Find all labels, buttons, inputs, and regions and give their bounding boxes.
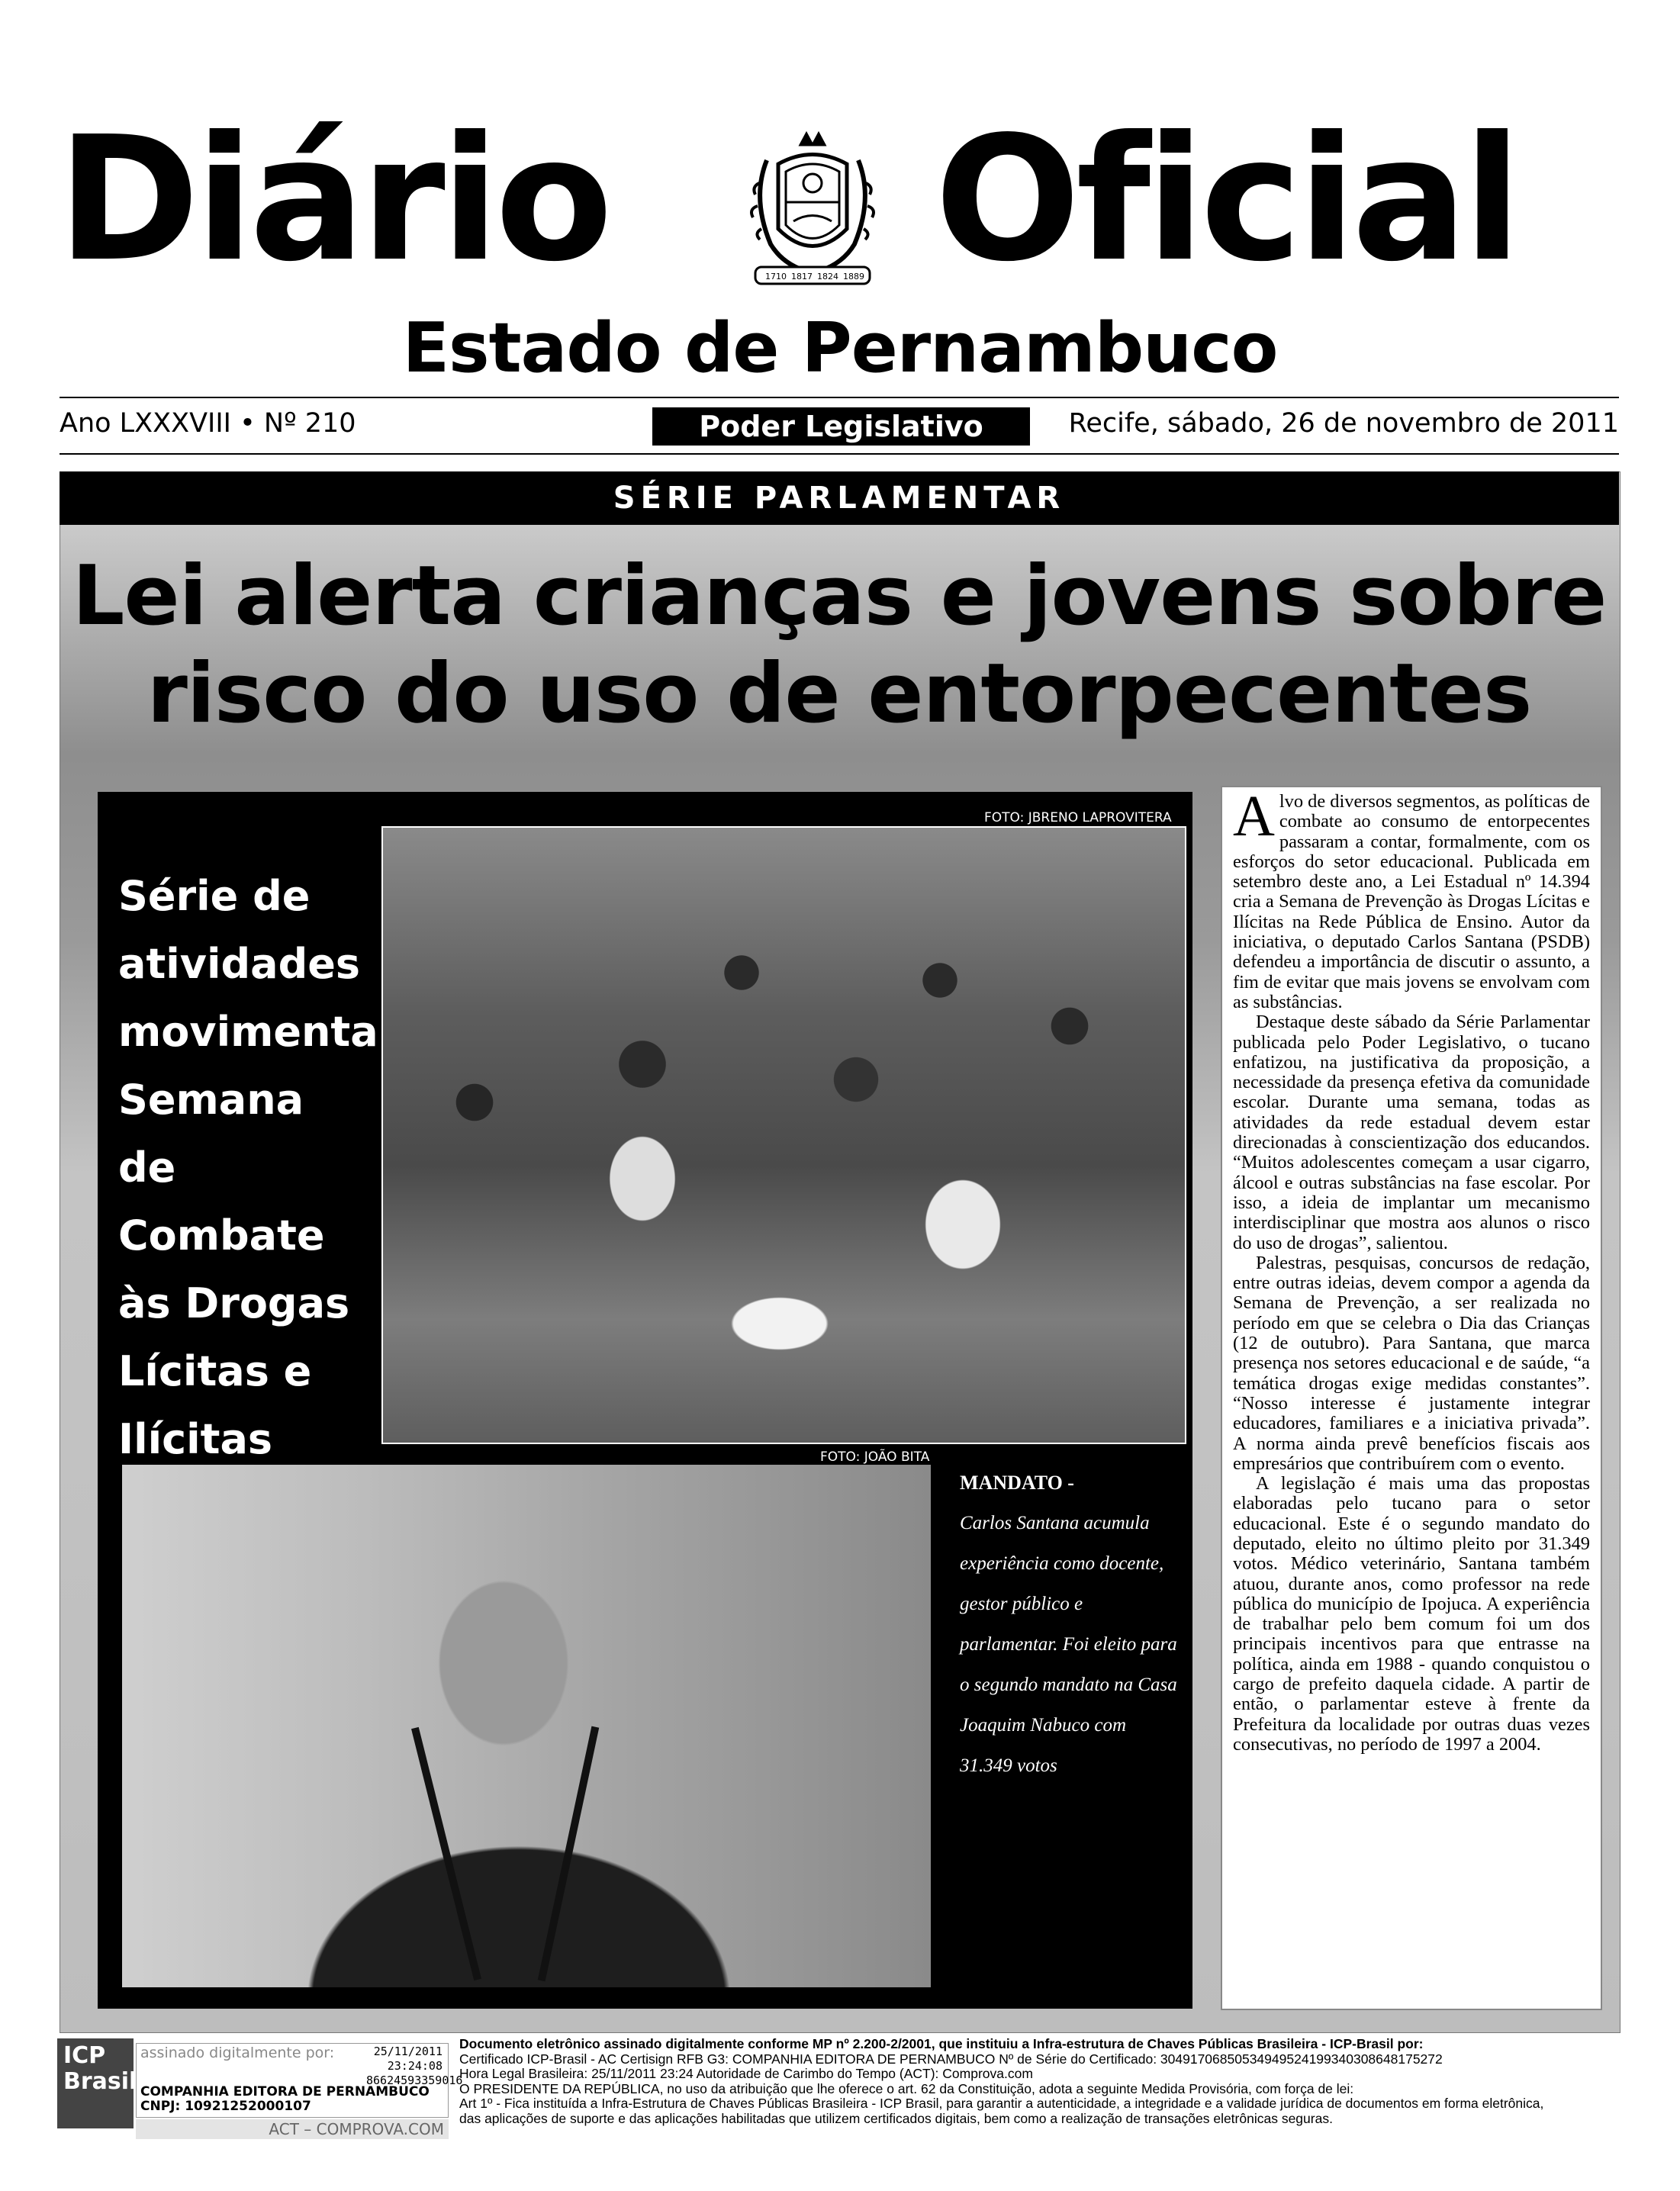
legal-line: Hora Legal Brasileira: 25/11/2011 23:24 Autoridade de Carimbo do Tempo (ACT): Comprova.com: [459, 2066, 1033, 2082]
classroom-children-photo: [381, 826, 1186, 1444]
issue-volume: Ano LXXXVIII • Nº 210: [60, 408, 356, 439]
signed-date: 25/11/2011: [373, 2045, 443, 2058]
photo-credit-classroom: FOTO: JBRENO LAPROVITERA: [984, 810, 1172, 825]
icp-logo-text: ICP Brasil: [63, 2042, 137, 2095]
section-label: Poder Legislativo: [652, 407, 1030, 446]
crest-year-4: 1889: [843, 272, 864, 282]
legal-notice: [459, 2037, 1642, 2127]
crest-year-2: 1817: [791, 272, 813, 282]
signed-label: assinado digitalmente por:: [140, 2045, 335, 2061]
legal-line: das aplicações de suporte e das aplicações habilitadas que utilizem certificados digitais, bem como a realização de transações eletrônicas seguras.: [459, 2110, 1333, 2126]
caption-body: Carlos Santana acumula experiência como docente, gestor público e parlamentar. Foi eleito para o segundo mandato na Casa Joaquim Nabuco com 31.349 votos: [960, 1513, 1177, 1776]
article-paragraph: Palestras, pesquisas, concursos de redação, entre outras ideias, devem compor a agenda da Semana de Prevenção, a ser realizada no período em que se celebra o Dia das Crianças (12 de outubro). Para Santana, que marca presença nos setores educacional e de saúde, “a temática drogas exige medidas constantes”. “Nosso interesse é justamente integrar educadores, familiares e a iniciativa privada”. A norma ainda prevê benefícios fiscais aos empresários que contribuírem com o evento.: [1233, 1252, 1590, 1474]
masthead-subtitle: Estado de Pernambuco: [402, 308, 1278, 388]
photo-credit-deputy: FOTO: JOÃO BITA: [820, 1449, 930, 1465]
icp-brasil-logo: [57, 2038, 137, 2128]
top-rule: [60, 397, 1619, 398]
masthead-title-left: Diário: [57, 100, 609, 300]
photo-caption: [960, 1463, 1181, 1786]
legal-line: O PRESIDENTE DA REPÚBLICA, no uso da atribuição que lhe oferece o art. 62 da Constituição, adota a seguinte Medida Provisória, com força de lei:: [459, 2080, 1354, 2096]
bottom-rule: [60, 453, 1619, 455]
crest-year-3: 1824: [817, 272, 838, 282]
signature-timestamp: [366, 2045, 463, 2088]
article-paragraph: Alvo de diversos segmentos, as políticas de combate ao consumo de entorpecentes passaram a contar, formalmente, com os esforços do setor educacional. Publicada em setembro deste ano, a Lei Estadual nº 14.394 cria a Semana de Prevenção às Drogas Lícitas e Ilícitas na Rede Pública de Ensino. Autor da iniciativa, o deputado Carlos Santana (PSDB) defendeu a importância de discutir o assunto, a fim de evitar que mais jovens se envolvam com as substâncias.: [1233, 786, 1591, 1012]
company-name: COMPANHIA EDITORA DE PERNAMBUCO: [140, 2084, 430, 2099]
subheadline: Série de atividades movimenta Semana de Combate às Drogas Lícitas e Ilícitas: [118, 872, 378, 1463]
dateline: Recife, sábado, 26 de novembro de 2011: [1068, 408, 1619, 439]
signed-serial: 86624593359016: [366, 2074, 463, 2087]
headline: [69, 548, 1610, 743]
article-paragraph: A legislação é mais uma das propostas elaboradas pelo tucano para o setor educacional. Este é o segundo mandato do deputado, eleito no último pleito por 31.349 votos. Médico veterinário, Santana também atuou, durante anos, como professor na rede pública do município de Ipojuca. A experiência de trabalhar pelo bem comum foi um dos principais incentivos para que entrasse na política, ainda em 1988 - quando conquistou o cargo de prefeito daquela cidade. A partir de então, o parlamentar esteve à frente da Prefeitura da localidade por outras duas vezes consecutivas, no período de 1997 a 2004.: [1233, 1473, 1590, 1755]
signer-company: [140, 2085, 430, 2114]
deputy-speaking-photo: [122, 1465, 931, 1987]
headline-line-2: risco do uso de entorpecentes: [146, 646, 1532, 742]
legal-line: Certificado ICP-Brasil - AC Certisign RFB G3: COMPANHIA EDITORA DE PERNAMBUCO Nº de Série do Certificado: 30491706850534949524199340308648175272: [459, 2051, 1443, 2067]
legal-line: Art 1º - Fica instituída a Infra-Estrutura de Chaves Públicas Brasileira - ICP Brasil, para garantir a autenticidade, a integridade e a validade jurídica de documentos em forma eletrônica,: [459, 2096, 1544, 2112]
headline-line-1: Lei alerta crianças e jovens sobre: [72, 549, 1607, 644]
state-coat-of-arms-icon: [736, 130, 889, 294]
article-paragraph: Destaque deste sábado da Série Parlamentar publicada pelo Poder Legislativo, o tucano enfatizou, na justificativa da proposição, a necessidade da presença efetiva da comunidade escolar. Durante uma semana, todas as atividades da rede estadual devem estar direcionadas à conscientização dos educandos. “Muitos adolescentes começam a usar cigarro, álcool e outras substâncias na fase escolar. Por isso, a ideia de implantar um mecanismo interdisciplinar que mostra aos alunos o risco do uso de drogas”, salientou.: [1233, 1012, 1590, 1253]
caption-head: MANDATO -: [960, 1472, 1074, 1494]
masthead-title-right: Oficial: [935, 100, 1517, 300]
series-banner: SÉRIE PARLAMENTAR: [60, 471, 1619, 525]
signed-time: 23:24:08: [387, 2059, 443, 2073]
crest-year-1: 1710: [765, 272, 787, 282]
company-cnpj: CNPJ: 10921252000107: [140, 2099, 311, 2114]
act-link[interactable]: ACT – COMPROVA.COM: [136, 2119, 449, 2139]
legal-line: Documento eletrônico assinado digitalmente conforme MP nº 2.200-2/2001, que instituiu a Infra-estrutura de Chaves Públicas Brasileira - ICP-Brasil por:: [459, 2036, 1424, 2051]
article-body: [1221, 786, 1602, 2010]
